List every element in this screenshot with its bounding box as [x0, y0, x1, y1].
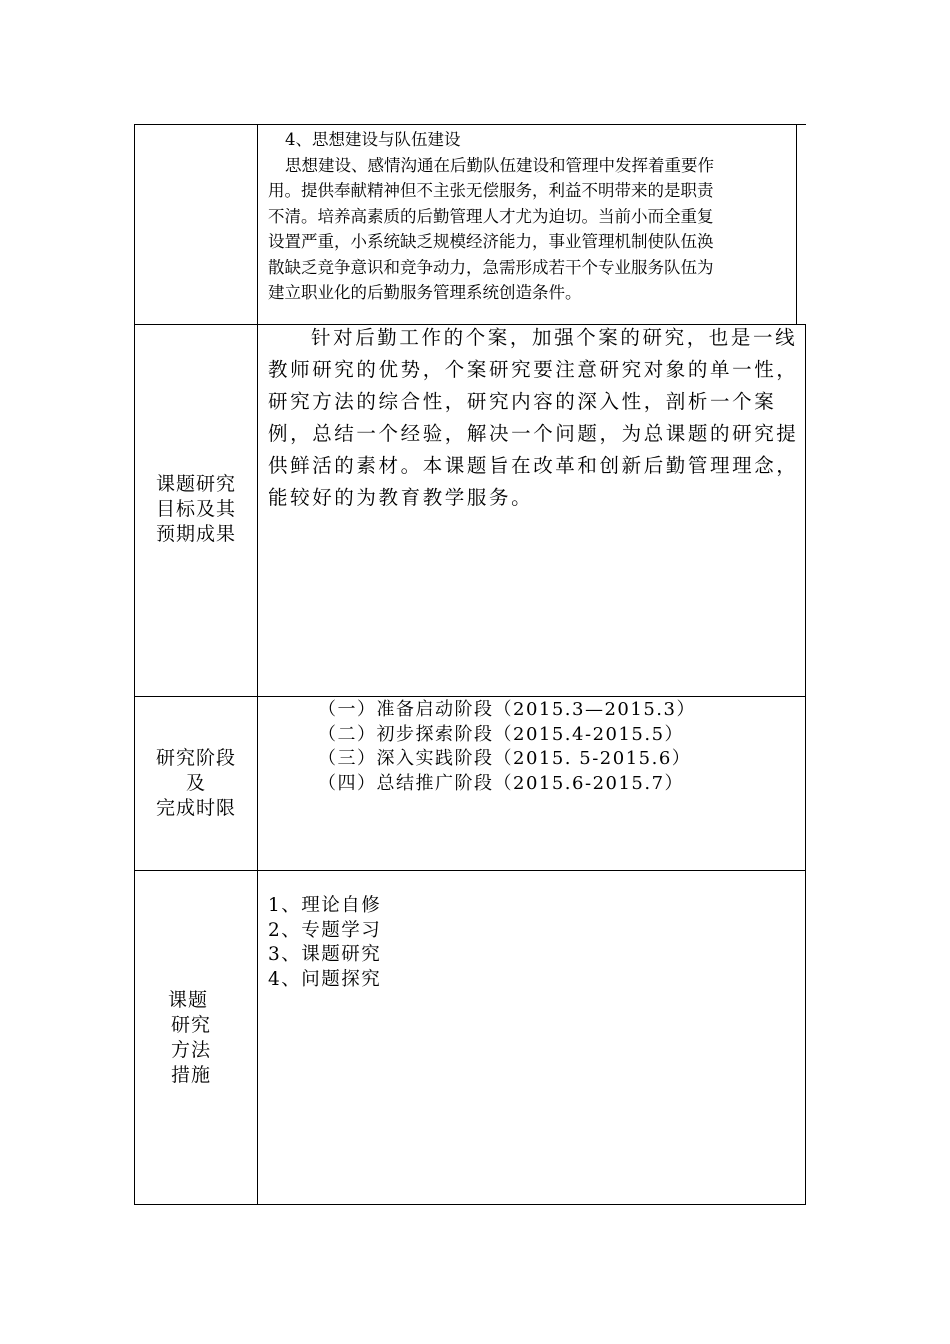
row1-paragraph-line: 用。提供奉献精神但不主张无偿服务，利益不明带来的是职责 [268, 181, 714, 200]
row1-paragraph-line: 不清。培养高素质的后勤管理人才尤为迫切。当前小而全重复 [268, 206, 714, 226]
row2-paragraph-line: 能较好的为教育教学服务。 [268, 486, 534, 509]
row2-label-line: 预期成果 [155, 523, 236, 545]
table-border-right-lower [805, 324, 806, 1205]
table-border-right-upper [796, 124, 797, 324]
row2-content [268, 322, 798, 514]
row3-label [135, 746, 257, 821]
stage-item: （二）初步探索阶段（2015.4-2015.5） [318, 723, 685, 745]
row-divider-2 [134, 696, 806, 697]
row3-label-line: 研究阶段 [155, 747, 236, 769]
table-border-bottom [134, 1204, 806, 1205]
row4-methods [268, 894, 381, 992]
row-divider-3 [134, 870, 806, 871]
row2-label-line: 目标及其 [155, 498, 236, 520]
row4-label-line: 课题 [167, 989, 208, 1011]
row1-paragraph-line: 思想建设、感情沟通在后勤队伍建设和管理中发挥着重要作 [285, 155, 714, 175]
row2-label-line: 课题研究 [155, 473, 236, 495]
row2-paragraph-line: 研究方法的综合性，研究内容的深入性，剖析一个案 [268, 390, 777, 413]
row3-label-line: 及 [185, 772, 206, 794]
row1-heading: 4、思想建设与队伍建设 [285, 130, 461, 149]
row3-label-line: 完成时限 [155, 797, 236, 819]
row1-content [268, 127, 714, 306]
method-item: 3、课题研究 [268, 944, 382, 965]
table-border-top [134, 124, 806, 125]
stage-item: （四）总结推广阶段（2015.6-2015.7） [318, 772, 685, 794]
row2-paragraph-line: 教师研究的优势，个案研究要注意研究对象的单一性， [268, 358, 799, 381]
row4-label-line: 研究 [170, 1014, 211, 1036]
column-divider [257, 124, 258, 1205]
row1-paragraph-line: 设置严重，小系统缺乏规模经济能力，事业管理机制使队伍涣 [268, 232, 714, 251]
row2-paragraph-line: 例，总结一个经验，解决一个问题，为总课题的研究提 [268, 422, 799, 445]
stage-item: （三）深入实践阶段（2015. 5-2015.6） [318, 748, 692, 769]
method-item: 1、理论自修 [268, 895, 382, 916]
row4-label-line: 方法 [170, 1039, 211, 1061]
row2-paragraph-line: 供鲜活的素材。本课题旨在改革和创新后勤管理理念， [268, 454, 799, 477]
row1-paragraph-line: 建立职业化的后勤服务管理系统创造条件。 [268, 283, 582, 302]
method-item: 2、专题学习 [268, 919, 382, 941]
row2-paragraph-line: 针对后勤工作的个案，加强个案的研究，也是一线 [311, 326, 798, 349]
stage-item: （一）准备启动阶段（2015.3—2015.3） [318, 699, 696, 720]
row3-stages [318, 698, 696, 796]
row2-label [135, 472, 257, 547]
row4-label [135, 988, 247, 1088]
row1-paragraph-line: 散缺乏竞争意识和竞争动力，急需形成若干个专业服务队伍为 [268, 257, 714, 277]
row4-label-line: 措施 [170, 1064, 211, 1086]
method-item: 4、问题探究 [268, 968, 382, 990]
